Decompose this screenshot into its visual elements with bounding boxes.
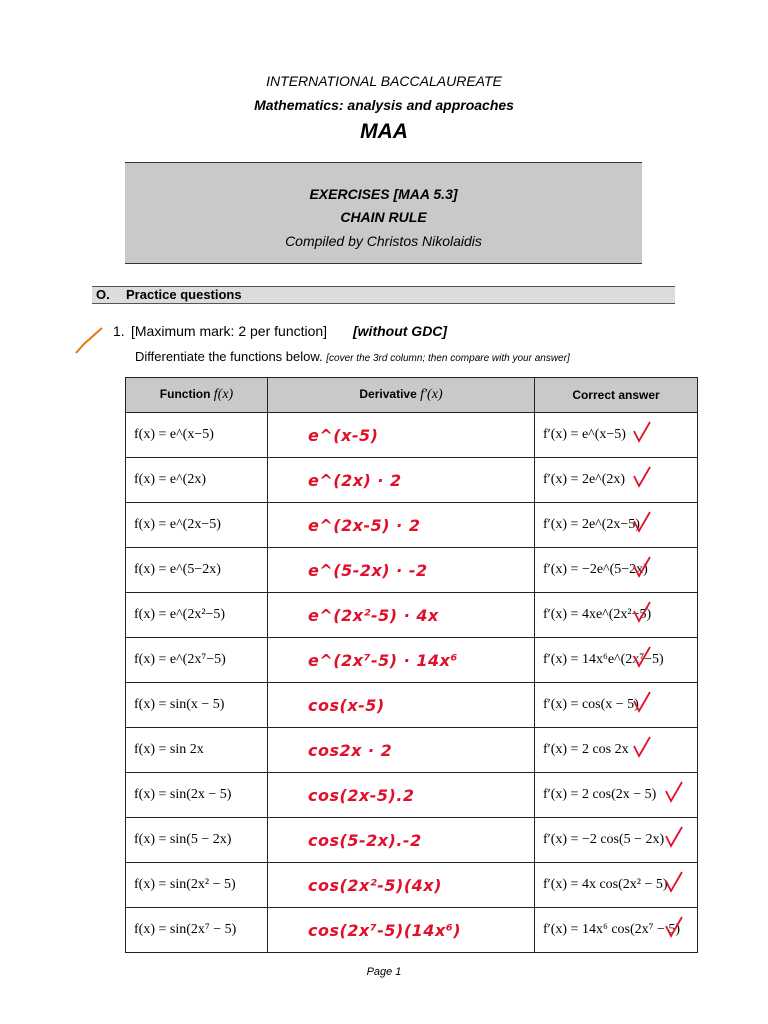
question-gdc: [without GDC] [353,323,448,339]
function-cell: f(x) = sin(x − 5) [126,683,268,728]
table-row [126,683,698,728]
header-institution: INTERNATIONAL BACCALAUREATE [266,73,502,89]
checkmark-icon [663,914,685,940]
checkmark-icon [631,509,653,535]
handwritten-derivative: e^(2x-5) · 2 [268,503,535,548]
handwritten-derivative: cos(x-5) [268,683,535,728]
table-row [126,863,698,908]
function-cell: f(x) = sin(2x − 5) [126,773,268,818]
table-row [126,548,698,593]
section-number: O. [96,287,110,302]
handwritten-derivative: cos(2x²-5)(4x) [268,863,535,908]
question-instruction: Differentiate the functions below. [135,349,323,364]
checkmark-icon [631,419,653,445]
handwritten-derivative: e^(x-5) [268,413,535,458]
table-row [126,503,698,548]
checkmark-icon [631,689,653,715]
function-cell: f(x) = sin(2x⁷ − 5) [126,908,268,953]
handwritten-derivative: cos(2x⁷-5)(14x⁶) [268,908,535,953]
answer-text: f′(x) = 14x⁶ cos(2x⁷ − 5) [543,922,681,937]
function-cell: f(x) = e^(x−5) [126,413,268,458]
checkmark-icon [74,326,114,356]
checkmark-icon [631,464,653,490]
table-row [126,413,698,458]
question-line [113,323,448,339]
checkmark-icon [631,734,653,760]
checkmark-icon [663,779,685,805]
handwritten-derivative: cos2x · 2 [268,728,535,773]
header-derivative: Derivative f′(x) [268,378,535,413]
banner-topic: CHAIN RULE [340,209,427,225]
answer-cell [535,503,698,548]
question-number: 1. [113,323,125,339]
answer-cell [535,908,698,953]
section-heading [92,286,675,304]
answer-cell [535,863,698,908]
answer-cell [535,773,698,818]
answer-text: f′(x) = 2 cos 2x [543,742,629,757]
answer-cell [535,638,698,683]
table-row [126,908,698,953]
answer-cell [535,728,698,773]
handwritten-derivative: cos(5-2x).-2 [268,818,535,863]
table-header-row [126,378,698,413]
answer-cell [535,683,698,728]
handwritten-derivative: e^(2x²-5) · 4x [268,593,535,638]
handwritten-derivative: e^(2x⁷-5) · 14x⁶ [268,638,535,683]
table-row [126,728,698,773]
page-number: Page 1 [366,966,402,978]
header-function: Function f(x) [126,378,268,413]
section-title: Practice questions [126,287,242,302]
function-cell: f(x) = e^(2x²−5) [126,593,268,638]
handwritten-derivative: cos(2x-5).2 [268,773,535,818]
question-instruction-line [135,349,570,364]
header-code: MAA [360,120,408,143]
answer-cell [535,413,698,458]
answer-text: f′(x) = 4xe^(2x²−5) [543,607,652,622]
answer-cell [535,548,698,593]
answer-text: f′(x) = 2e^(2x) [543,472,626,487]
function-cell: f(x) = e^(2x) [126,458,268,503]
checkmark-icon [631,599,653,625]
answer-text: f′(x) = e^(x−5) [543,427,626,442]
answer-cell [535,458,698,503]
question-note: [cover the 3rd column; then compare with your answer] [326,353,570,364]
header-course: Mathematics: analysis and approaches [254,97,514,113]
answer-text: f′(x) = 4x cos(2x² − 5) [543,877,668,892]
checkmark-icon [663,824,685,850]
checkmark-icon [631,644,653,670]
answer-text: f′(x) = −2e^(5−2x) [543,562,648,577]
function-cell: f(x) = sin 2x [126,728,268,773]
answer-text: f′(x) = cos(x − 5) [543,697,639,712]
answer-text: f′(x) = 2 cos(2x − 5) [543,787,657,802]
answer-cell [535,593,698,638]
handwritten-derivative: e^(2x) · 2 [268,458,535,503]
table-row [126,818,698,863]
function-cell: f(x) = e^(5−2x) [126,548,268,593]
banner-title: EXERCISES [MAA 5.3] [309,186,458,202]
function-cell: f(x) = e^(2x−5) [126,503,268,548]
question-marks: [Maximum mark: 2 per function] [131,323,328,339]
header-correct-answer: Correct answer [535,378,698,413]
banner-author: Compiled by Christos Nikolaidis [285,233,482,249]
answer-text: f′(x) = 14x⁶e^(2x⁷−5) [543,652,664,667]
table-row [126,773,698,818]
checkmark-icon [631,554,653,580]
exercise-table [125,377,698,953]
checkmark-icon [663,869,685,895]
handwritten-derivative: e^(5-2x) · -2 [268,548,535,593]
function-cell: f(x) = e^(2x⁷−5) [126,638,268,683]
function-cell: f(x) = sin(2x² − 5) [126,863,268,908]
table-row [126,638,698,683]
function-cell: f(x) = sin(5 − 2x) [126,818,268,863]
table-row [126,593,698,638]
title-banner [125,162,642,264]
table-row [126,458,698,503]
answer-text: f′(x) = −2 cos(5 − 2x) [543,832,665,847]
answer-cell [535,818,698,863]
answer-text: f′(x) = 2e^(2x−5) [543,517,640,532]
